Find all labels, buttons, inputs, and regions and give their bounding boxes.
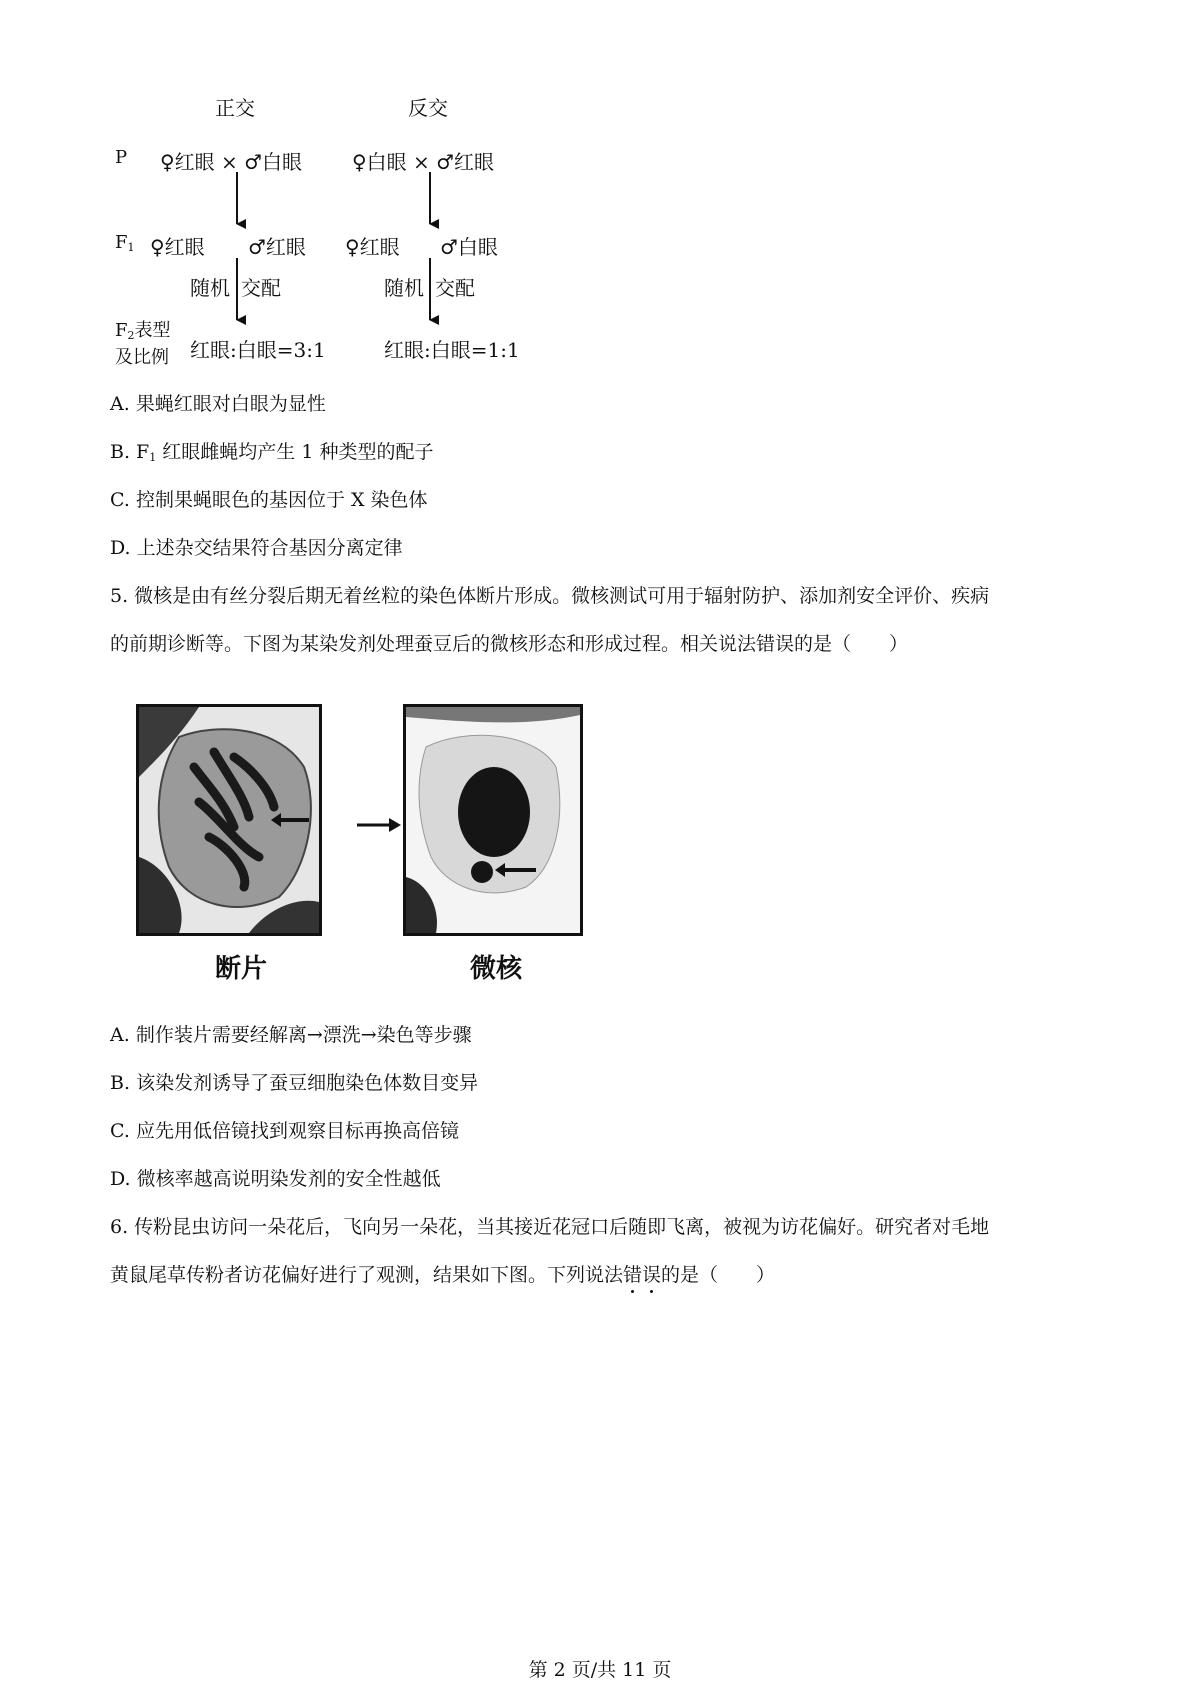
reciprocal-cross-title: 反交 bbox=[408, 96, 448, 120]
forward-cross-title: 正交 bbox=[215, 96, 255, 120]
f1-reciprocal-male: ♂白眼 bbox=[440, 235, 498, 259]
q5-option-b: B. 该染发剂诱导了蚕豆细胞染色体数目变异 bbox=[110, 1072, 479, 1094]
cross-arrows bbox=[0, 0, 600, 360]
micrograph-fragment bbox=[136, 704, 322, 936]
p-forward-cross: ♀红眼 × ♂白眼 bbox=[160, 150, 303, 174]
forward-random-label: 随机 bbox=[190, 276, 230, 300]
f2-reciprocal-ratio: 红眼:白眼=1:1 bbox=[384, 338, 520, 362]
fragment-caption: 断片 bbox=[215, 954, 268, 984]
fragment-to-micronucleus-arrow bbox=[355, 815, 405, 835]
micronucleus-caption: 微核 bbox=[470, 954, 523, 984]
forward-mating-label: 交配 bbox=[241, 276, 281, 300]
f1-generation-label: $F_1$ bbox=[115, 232, 135, 254]
q5-option-c: C. 应先用低倍镜找到观察目标再换高倍镜 bbox=[110, 1120, 459, 1142]
q4-option-d: D. 上述杂交结果符合基因分离定律 bbox=[110, 537, 403, 559]
reciprocal-mating-label: 交配 bbox=[435, 276, 475, 300]
q4-option-c: C. 控制果蝇眼色的基因位于 X 染色体 bbox=[110, 489, 428, 511]
micronucleus-cell-image bbox=[406, 707, 580, 933]
f1-forward-male: ♂红眼 bbox=[248, 235, 306, 259]
reciprocal-random-label: 随机 bbox=[384, 276, 424, 300]
q5-stem-line2: 的前期诊断等。下图为某染发剂处理蚕豆后的微核形态和形成过程。相关说法错误的是（ ） bbox=[110, 633, 909, 655]
p-generation-label: P bbox=[115, 147, 128, 168]
q6-stem-line1: 6. 传粉昆虫访问一朵花后，飞向另一朵花，当其接近花冠口后随即飞离，被视为访花偏好。研究者对毛地 bbox=[110, 1216, 990, 1238]
micrograph-micronucleus bbox=[403, 704, 583, 936]
f2-forward-ratio: 红眼:白眼=3:1 bbox=[190, 338, 326, 362]
fragment-cell-image bbox=[139, 707, 319, 933]
q5-option-d: D. 微核率越高说明染发剂的安全性越低 bbox=[110, 1168, 441, 1190]
q5-stem-line1: 5. 微核是由有丝分裂后期无着丝粒的染色体断片形成。微核测试可用于辐射防护、添加剂安全评价、疾病 bbox=[110, 585, 990, 607]
page-footer: 第 2 页/共 11 页 bbox=[528, 1659, 672, 1681]
q4-option-b: B. $F_1$ 红眼雌蝇均产生 1 种类型的配子 bbox=[110, 441, 434, 464]
f1-forward-female: ♀红眼 bbox=[150, 235, 205, 259]
q4-option-a: A. 果蝇红眼对白眼为显性 bbox=[110, 393, 326, 415]
q6-stem-line2: 黄鼠尾草传粉者访花偏好进行了观测，结果如下图。下列说法错误的是（ ） bbox=[110, 1264, 776, 1286]
f1-reciprocal-female: ♀红眼 bbox=[345, 235, 400, 259]
q5-option-a: A. 制作装片需要经解离→漂洗→染色等步骤 bbox=[110, 1024, 472, 1046]
f2-generation-label: $F_2$表型 及比例 bbox=[115, 320, 171, 368]
p-reciprocal-cross: ♀白眼 × ♂红眼 bbox=[352, 150, 495, 174]
